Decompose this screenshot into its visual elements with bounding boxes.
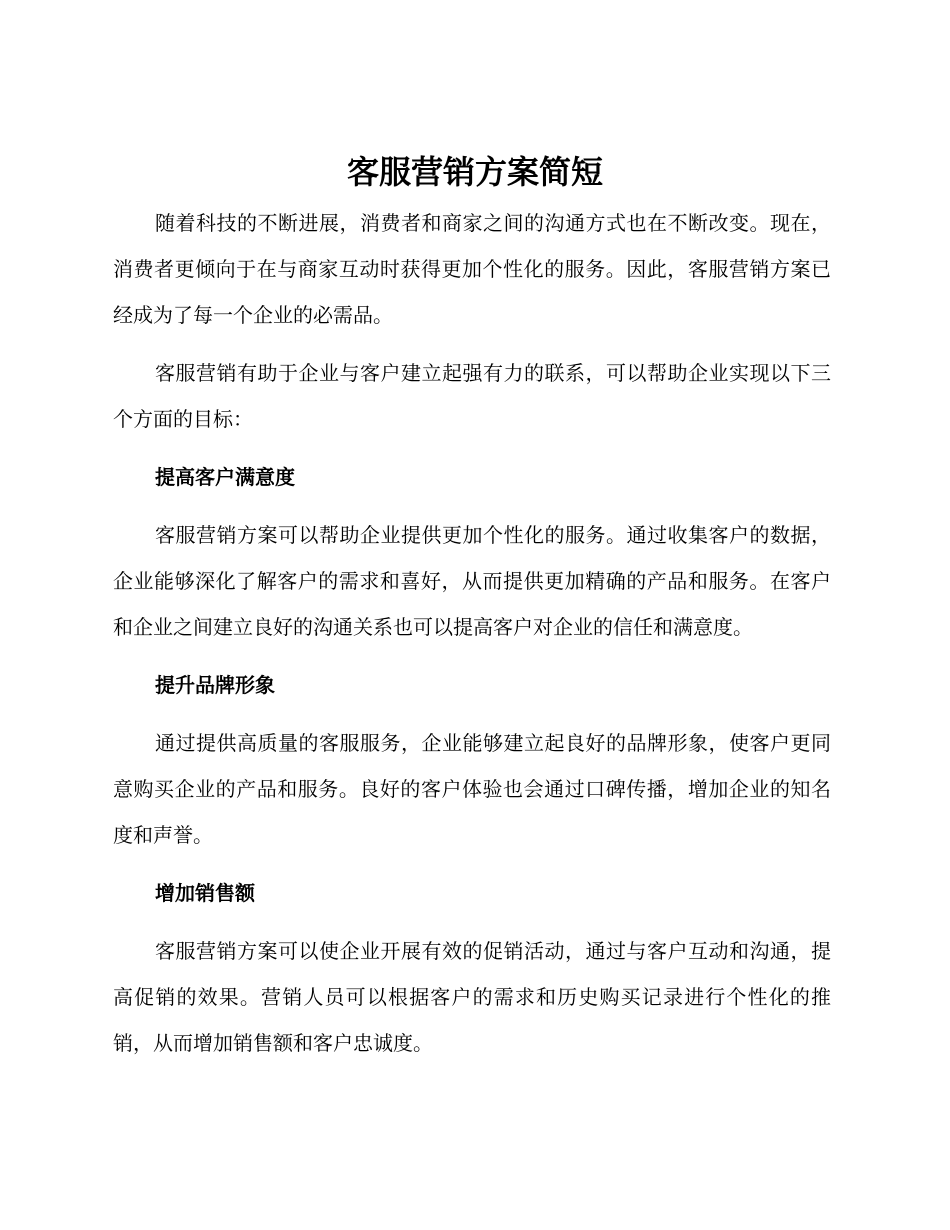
section-heading-sales — [113, 870, 831, 916]
document-title: 客服营销方案简短 — [346, 153, 603, 191]
intro-paragraph-2: 客服营销有助于企业与客户建立起强有力的联系，可以帮助企业实现以下三个方面的目标： — [113, 361, 831, 431]
section-heading-brand — [113, 662, 831, 708]
section-heading: 提升品牌形象 — [155, 673, 275, 697]
section-body-brand: 通过提供高质量的客服服务，企业能够建立起良好的品牌形象，使客户更同意购买企业的产品和服务。良好的客户体验也会通过口碑传播，增加企业的知名度和声誉。 — [113, 731, 831, 847]
intro-paragraph-1: 随着科技的不断进展，消费者和商家之间的沟通方式也在不断改变。现在，消费者更倾向于在与商家互动时获得更加个性化的服务。因此，客服营销方案已经成为了每一个企业的必需品。 — [113, 211, 831, 327]
section-heading: 增加销售额 — [155, 881, 255, 905]
section-body-sales: 客服营销方案可以使企业开展有效的促销活动，通过与客户互动和沟通，提高促销的效果。营销人员可以根据客户的需求和历史购买记录进行个性化的推销，从而增加销售额和客户忠诚度。 — [113, 939, 831, 1055]
document-body — [113, 200, 831, 1066]
section-body-satisfaction: 客服营销方案可以帮助企业提供更加个性化的服务。通过收集客户的数据，企业能够深化了解客户的需求和喜好，从而提供更加精确的产品和服务。在客户和企业之间建立良好的沟通关系也可以提高客户对企业的信任和满意度。 — [113, 523, 831, 639]
section-heading: 提高客户满意度 — [155, 465, 295, 489]
section-heading-satisfaction — [113, 454, 831, 500]
